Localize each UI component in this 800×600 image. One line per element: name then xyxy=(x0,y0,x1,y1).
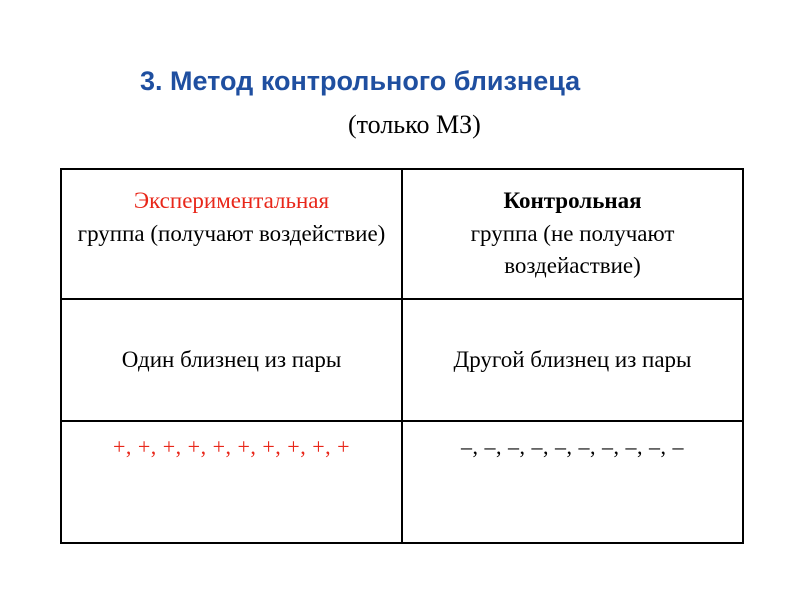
slide-subtitle: (только МЗ) xyxy=(348,110,481,139)
experimental-group-heading: Экспериментальная xyxy=(133,188,330,213)
experimental-subject-cell xyxy=(61,299,402,421)
experimental-effects-cell xyxy=(61,421,402,543)
control-group-description: группа (не получают воздейаствие) xyxy=(470,221,675,278)
control-effects-text: –, –, –, –, –, –, –, –, –, – xyxy=(461,434,684,459)
experimental-group-description: группа (получают воздействие) xyxy=(77,221,386,246)
experimental-effects-text: +, +, +, +, +, +, +, +, +, + xyxy=(112,434,351,459)
control-subject-text: Другой близнец из пары xyxy=(453,347,692,372)
comparison-table xyxy=(60,168,744,544)
control-subject-cell xyxy=(402,299,743,421)
table-row-subjects xyxy=(61,299,743,421)
control-effects-cell xyxy=(402,421,743,543)
control-group-header-cell xyxy=(402,169,743,299)
experimental-group-header-cell xyxy=(61,169,402,299)
slide-title: 3. Метод контрольного близнеца xyxy=(140,66,581,96)
experimental-subject-text: Один близнец из пары xyxy=(121,347,342,372)
control-group-heading: Контрольная xyxy=(503,188,642,213)
table-row-effects xyxy=(61,421,743,543)
table-row-groups xyxy=(61,169,743,299)
